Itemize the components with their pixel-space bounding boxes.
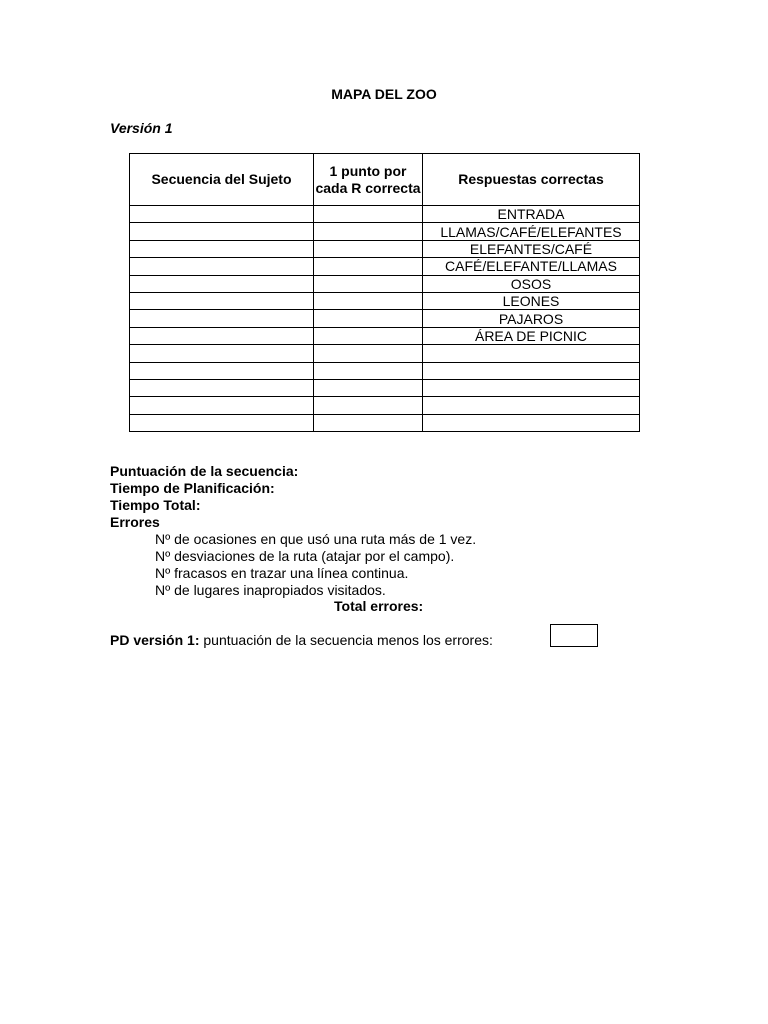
subject-sequence-cell[interactable]	[130, 223, 314, 240]
point-cell[interactable]	[314, 240, 423, 257]
table-row	[130, 292, 640, 309]
correct-answer-cell: OSOS	[423, 275, 640, 292]
header-punto-por-respuesta: 1 punto por cada R correcta	[314, 154, 423, 206]
point-cell[interactable]	[314, 292, 423, 309]
subject-sequence-cell[interactable]	[130, 362, 314, 379]
point-cell[interactable]	[314, 310, 423, 327]
error-item: Nº desviaciones de la ruta (atajar por el campo).	[155, 548, 455, 564]
table-row	[130, 206, 640, 223]
point-cell[interactable]	[314, 275, 423, 292]
table-row	[130, 275, 640, 292]
correct-answer-cell: LLAMAS/CAFÉ/ELEFANTES	[423, 223, 640, 240]
correct-answer-cell: ELEFANTES/CAFÉ	[423, 240, 640, 257]
subject-sequence-cell[interactable]	[130, 310, 314, 327]
subject-sequence-cell[interactable]	[130, 206, 314, 223]
point-cell[interactable]	[314, 379, 423, 396]
table-row	[130, 310, 640, 327]
point-cell[interactable]	[314, 206, 423, 223]
pd-version-line	[110, 632, 493, 649]
point-cell[interactable]	[314, 345, 423, 362]
correct-answer-cell	[423, 379, 640, 396]
subject-sequence-cell[interactable]	[130, 345, 314, 362]
puntuacion-label: Puntuación de la secuencia:	[110, 463, 299, 479]
subject-sequence-cell[interactable]	[130, 379, 314, 396]
error-item: Nº de lugares inapropiados visitados.	[155, 582, 386, 598]
subject-sequence-cell[interactable]	[130, 414, 314, 431]
pd-version-text: puntuación de la secuencia menos los errores:	[199, 632, 493, 648]
correct-answer-cell	[423, 414, 640, 431]
summary-section	[110, 463, 476, 599]
point-cell[interactable]	[314, 223, 423, 240]
tiempo-planificacion-label: Tiempo de Planificación:	[110, 480, 275, 496]
pd-score-box[interactable]	[550, 624, 598, 647]
correct-answer-cell	[423, 362, 640, 379]
subject-sequence-cell[interactable]	[130, 258, 314, 275]
table-header-row	[130, 154, 640, 206]
table-row	[130, 240, 640, 257]
correct-answer-cell: LEONES	[423, 292, 640, 309]
correct-answer-cell: ENTRADA	[423, 206, 640, 223]
table-row	[130, 327, 640, 344]
table-row	[130, 345, 640, 362]
subject-sequence-cell[interactable]	[130, 240, 314, 257]
table-row	[130, 397, 640, 414]
header-secuencia-sujeto: Secuencia del Sujeto	[130, 154, 314, 206]
tiempo-total-label: Tiempo Total:	[110, 497, 201, 513]
correct-answer-cell: PAJAROS	[423, 310, 640, 327]
table-row	[130, 379, 640, 396]
page-title: MAPA DEL ZOO	[331, 86, 437, 102]
point-cell[interactable]	[314, 397, 423, 414]
table-row	[130, 414, 640, 431]
subject-sequence-cell[interactable]	[130, 327, 314, 344]
total-errores-label: Total errores:	[334, 598, 424, 614]
version-label: Versión 1	[110, 120, 173, 136]
point-cell[interactable]	[314, 362, 423, 379]
scoring-table	[129, 153, 640, 432]
pd-version-label: PD versión 1:	[110, 632, 200, 648]
correct-answer-cell	[423, 397, 640, 414]
table-row	[130, 362, 640, 379]
table-row	[130, 258, 640, 275]
subject-sequence-cell[interactable]	[130, 397, 314, 414]
header-respuestas-correctas: Respuestas correctas	[423, 154, 640, 206]
point-cell[interactable]	[314, 327, 423, 344]
point-cell[interactable]	[314, 258, 423, 275]
correct-answer-cell: ÁREA DE PICNIC	[423, 327, 640, 344]
point-cell[interactable]	[314, 414, 423, 431]
error-item: Nº de ocasiones en que usó una ruta más de 1 vez.	[155, 531, 477, 547]
errores-heading: Errores	[110, 514, 160, 530]
correct-answer-cell	[423, 345, 640, 362]
error-item: Nº fracasos en trazar una línea continua.	[155, 565, 409, 581]
subject-sequence-cell[interactable]	[130, 292, 314, 309]
subject-sequence-cell[interactable]	[130, 275, 314, 292]
correct-answer-cell: CAFÉ/ELEFANTE/LLAMAS	[423, 258, 640, 275]
table-row	[130, 223, 640, 240]
